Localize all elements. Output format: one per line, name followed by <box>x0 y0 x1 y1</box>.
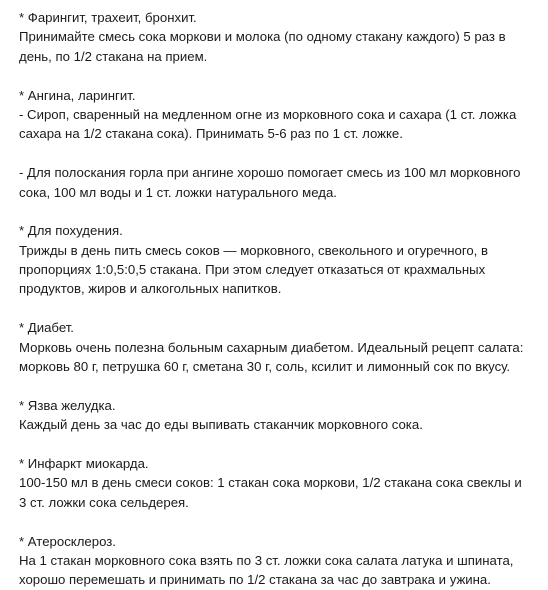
paragraph-gap <box>19 512 543 531</box>
text-line: день, по 1/2 стакана на прием. <box>19 48 208 64</box>
section-heading-angina: * Ангина, ларингит. <box>19 87 136 103</box>
section-heading-myocardial-infarction: * Инфаркт миокарда. <box>19 455 149 471</box>
text-line: - Сироп, сваренный на медленном огне из морковного сока и сахара (1 ст. ложка <box>19 106 517 122</box>
text-line: 100-150 мл в день смеси соков: 1 стакан сока моркови, 1/2 стакана сока свеклы и <box>19 475 522 491</box>
document-text <box>19 8 543 590</box>
text-line: продуктов, жиров и алкогольных напитков. <box>19 281 282 297</box>
text-line: сахара на 1/2 стакана сока). Принимать 5-6 раз по 1 ст. ложке. <box>19 126 403 142</box>
text-line: морковь 80 г, петрушка 60 г, сметана 30 г, соль, ксилит и лимонный сок по вкусу. <box>19 359 511 375</box>
text-line: Морковь очень полезна больным сахарным диабетом. Идеальный рецепт салата: <box>19 339 524 355</box>
text-line: Трижды в день пить смесь соков — морковного, свекольного и огуречного, в <box>19 242 489 258</box>
section-heading-stomach-ulcer: * Язва желудка. <box>19 397 116 413</box>
section-heading-pharyngitis: * Фарингит, трахеит, бронхит. <box>19 10 197 25</box>
text-line: хорошо перемешать и принимать по 1/2 стакана за час до завтрака и ужина. <box>19 572 491 588</box>
paragraph-gap <box>19 66 543 85</box>
section-heading-diabetes: * Диабет. <box>19 320 74 336</box>
paragraph-gap <box>19 435 543 454</box>
text-line: На 1 стакан морковного сока взять по 3 ст. ложки сока салата латука и шпината, <box>19 552 514 568</box>
section-heading-weight-loss: * Для похудения. <box>19 223 123 239</box>
paragraph-gap <box>19 376 543 395</box>
text-line: Каждый день за час до еды выпивать стаканчик морковного сока. <box>19 417 423 433</box>
text-line: пропорциях 1:0,5:0,5 стакана. При этом следует отказаться от крахмальных <box>19 262 486 278</box>
text-line: Принимайте смесь сока моркови и молока (по одному стакану каждого) 5 раз в <box>19 29 506 45</box>
text-line: - Для полоскания горла при ангине хорошо помогает смесь из 100 мл морковного <box>19 165 521 181</box>
paragraph-gap <box>19 202 543 221</box>
paragraph-gap <box>19 144 543 163</box>
paragraph-gap <box>19 299 543 318</box>
section-heading-atherosclerosis: * Атеросклероз. <box>19 533 116 549</box>
text-line: сока, 100 мл воды и 1 ст. ложки натурального меда. <box>19 184 337 200</box>
text-line: 3 ст. ложки сока сельдерея. <box>19 494 189 510</box>
